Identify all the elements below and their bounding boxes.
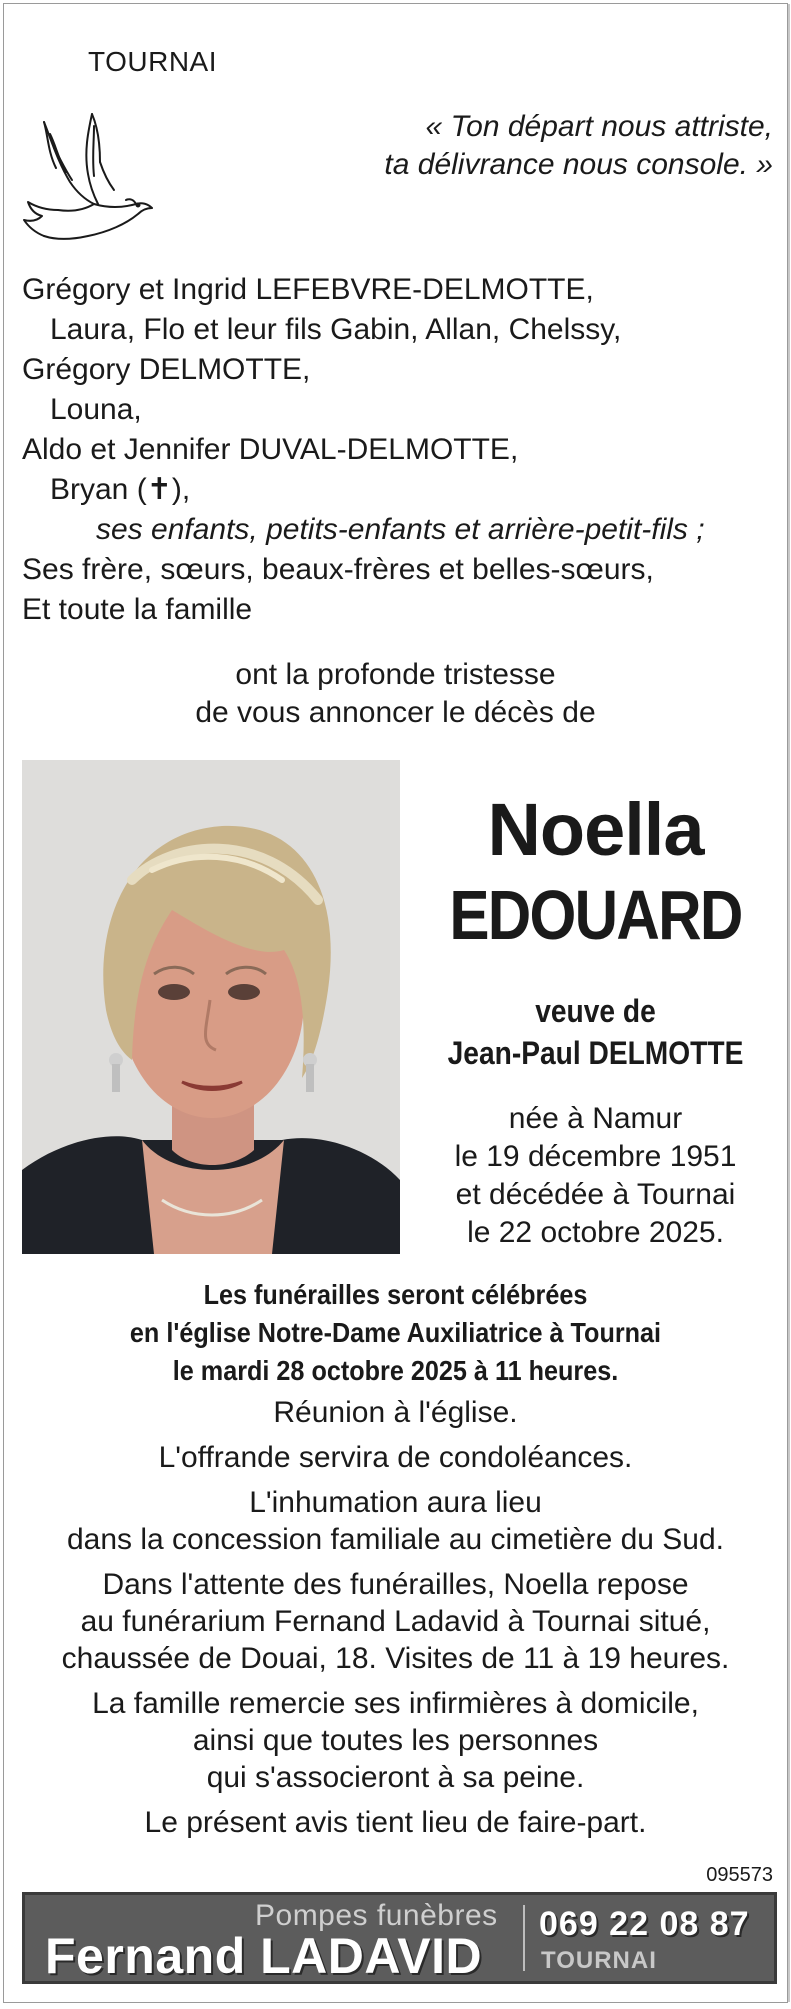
paragraph-line: dans la concession familiale au cimetière du Sud. (66, 1523, 725, 1556)
deceased-name-block (418, 788, 773, 1252)
portrait-photo (22, 760, 400, 1254)
paragraph-line: L'inhumation aura lieu (249, 1486, 542, 1519)
quote-line: « Ton départ nous attriste, (425, 110, 773, 143)
paragraph (4, 1804, 787, 1841)
family-line: Laura, Flo et leur fils Gabin, Allan, Chelssy, (50, 313, 622, 346)
family-line: Grégory DELMOTTE, (22, 353, 311, 386)
family-line: Et toute la famille (22, 593, 253, 626)
family-line: Bryan (✝), (50, 473, 191, 506)
paragraph-line: L'offrande servira de condoléances. (158, 1441, 633, 1474)
funeral-line: en l'église Notre-Dame Auxiliatrice à Tournai (129, 1317, 662, 1348)
paragraph-line: ainsi que toutes les personnes (192, 1724, 599, 1757)
quote-line: ta délivrance nous console. » (384, 148, 773, 181)
funeral-line: le mardi 28 octobre 2025 à 11 heures. (172, 1355, 619, 1386)
banner-divider (523, 1905, 525, 1971)
portrait-illustration (22, 760, 400, 1254)
paragraph (4, 1566, 787, 1677)
city-header: TOURNAI (88, 46, 217, 77)
date-line: née à Namur (508, 1102, 683, 1135)
family-line: Louna, (50, 393, 142, 426)
family-list (22, 270, 779, 630)
paragraph-line: Réunion à l'église. (273, 1396, 518, 1429)
family-line: Aldo et Jennifer DUVAL-DELMOTTE, (22, 433, 519, 466)
banner-subtitle: Pompes funèbres (255, 1899, 498, 1932)
family-line: Grégory et Ingrid LEFEBVRE-DELMOTTE, (22, 273, 594, 306)
funeral-home-banner (22, 1892, 777, 1984)
announcement-line: de vous annoncer le décès de (195, 696, 596, 729)
widow-of (439, 990, 751, 1074)
paragraph-line: La famille remercie ses infirmières à domicile, (92, 1687, 699, 1720)
deceased-last-name: EDOUARD (449, 876, 742, 954)
announcement-line: ont la profonde tristesse (235, 658, 556, 691)
paragraph-line: chaussée de Douai, 18. Visites de 11 à 19 heures. (61, 1642, 730, 1675)
date-line: et décédée à Tournai (455, 1178, 736, 1211)
paragraph-line: Le présent avis tient lieu de faire-part. (144, 1806, 647, 1839)
funeral-details (43, 1276, 748, 1390)
funeral-line: Les funérailles seront célébrées (203, 1279, 588, 1310)
paragraph-line: au funérarium Fernand Ladavid à Tournai situé, (80, 1605, 711, 1638)
widow-line: Jean-Paul DELMOTTE (447, 1035, 744, 1071)
paragraph-line: qui s'associeront à sa peine. (206, 1761, 585, 1794)
banner-city: TOURNAI (541, 1947, 657, 1974)
date-line: le 19 décembre 1951 (454, 1140, 737, 1173)
paragraph (4, 1439, 787, 1476)
obituary-notice (3, 3, 788, 2003)
paragraph-line: Dans l'attente des funérailles, Noella repose (102, 1568, 689, 1601)
announcement (4, 656, 787, 732)
paragraph (4, 1484, 787, 1558)
dove-icon (22, 112, 160, 244)
family-relation: ses enfants, petits-enfants et arrière-petit-fils ; (96, 513, 705, 546)
border-rule (788, 4, 790, 2002)
birth-death-dates (418, 1100, 773, 1252)
date-line: le 22 octobre 2025. (467, 1216, 724, 1249)
deceased-first-name: Noella (487, 788, 704, 871)
banner-company-name: Fernand LADAVID (45, 1928, 483, 1984)
widow-line: veuve de (535, 993, 656, 1029)
reference-number: 095573 (706, 1864, 773, 1886)
paragraph (4, 1685, 787, 1796)
notice-body (4, 1394, 787, 1849)
paragraph (4, 1394, 787, 1431)
banner-phone: 069 22 08 87 (539, 1905, 750, 1943)
family-line: Ses frère, sœurs, beaux-frères et belles-sœurs, (22, 553, 654, 586)
quote (384, 108, 773, 184)
